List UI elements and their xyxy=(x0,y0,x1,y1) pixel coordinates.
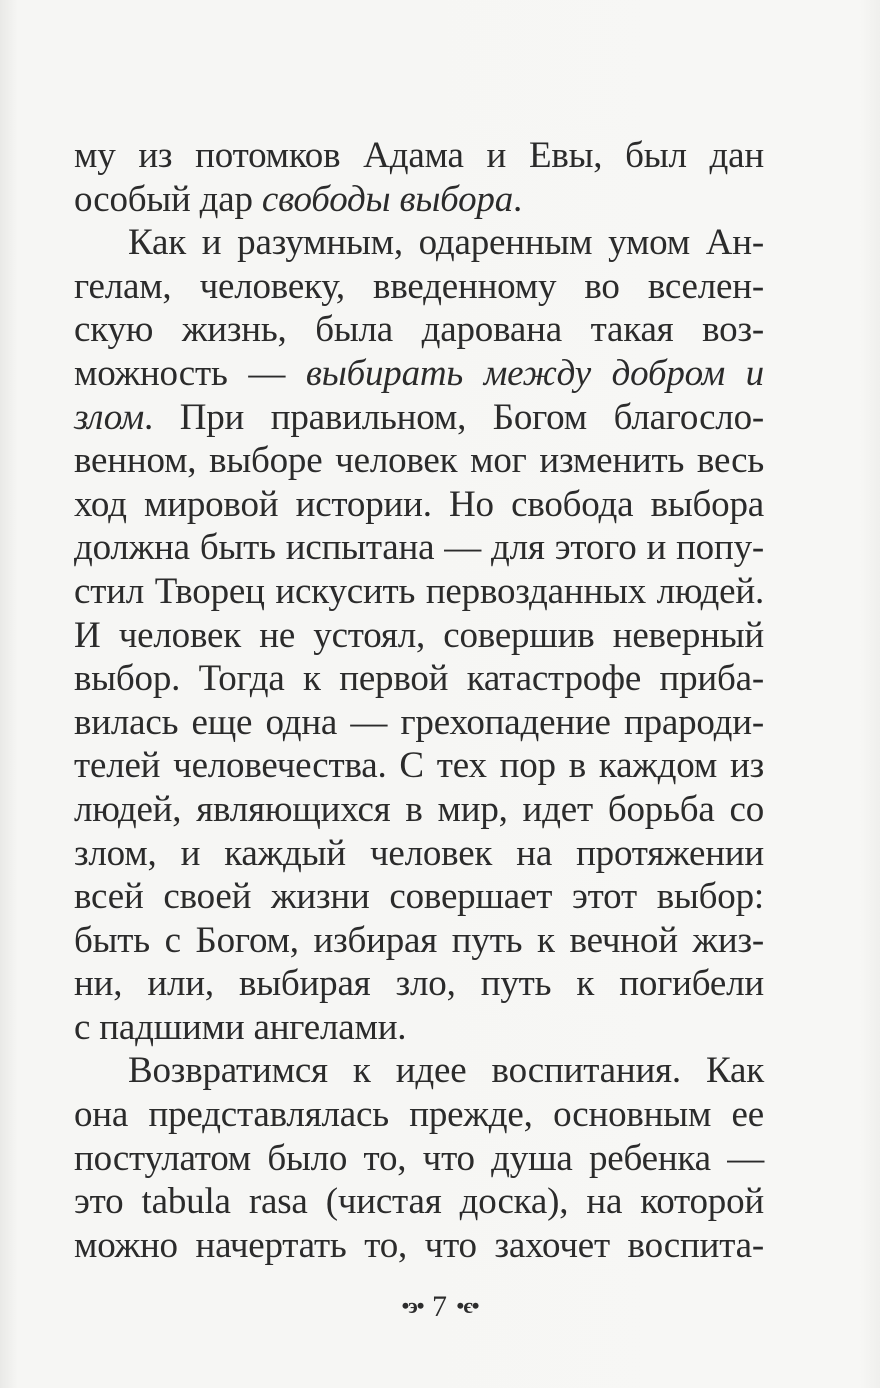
text-line xyxy=(74,1180,764,1224)
text-segment: с падшими ангелами. xyxy=(74,1006,407,1048)
text-line xyxy=(74,962,764,1006)
text-line xyxy=(74,483,764,527)
text-segment: быть с Богом, избирая путь к вечной жиз- xyxy=(74,919,764,961)
text-line xyxy=(74,1006,764,1050)
text-line xyxy=(74,875,764,919)
ornament-left-icon: •э• xyxy=(401,1293,424,1318)
text-segment: вилась еще одна — грехопадение прароди- xyxy=(74,701,764,743)
text-segment: ход мировой истории. Но свобода выбора xyxy=(74,483,764,525)
text-segment: особый дар xyxy=(74,178,262,220)
text-segment: всей своей жизни совершает этот выбор: xyxy=(74,876,764,918)
text-line xyxy=(74,614,764,658)
italic-text: выбирать между добром и xyxy=(305,352,764,394)
text-segment: выбор. Тогда к первой катастрофе приба- xyxy=(74,658,764,700)
text-line xyxy=(74,265,764,309)
text-segment: гелам, человеку, введенному во вселен- xyxy=(74,265,764,307)
text-segment: стил Творец искусить первозданных людей. xyxy=(74,570,764,612)
text-line xyxy=(74,308,764,352)
page-number: 7 xyxy=(432,1290,448,1323)
text-line xyxy=(74,832,764,876)
body-text xyxy=(74,134,764,1267)
text-segment: И человек не устоял, совершив неверный xyxy=(74,614,764,656)
text-segment: ни, или, выбирая зло, путь к погибели xyxy=(74,963,764,1005)
text-line xyxy=(74,1137,764,1181)
text-segment: Как и разумным, одаренным умом Ан- xyxy=(128,222,764,264)
text-segment: венном, выборе человек мог изменить весь xyxy=(74,440,764,482)
text-line xyxy=(74,178,764,222)
text-segment: злом, и каждый человек на протяжении xyxy=(74,832,764,874)
text-line xyxy=(74,134,764,178)
text-segment: людей, являющихся в мир, идет борьба со xyxy=(74,788,764,830)
ornament-right-icon: •є• xyxy=(456,1293,479,1318)
text-segment: постулатом было то, что душа ребенка — xyxy=(74,1137,764,1179)
text-line xyxy=(74,744,764,788)
page-footer xyxy=(0,1290,880,1324)
text-line xyxy=(74,526,764,570)
text-segment: это tabula rasa (чистая доска), на которой xyxy=(74,1181,764,1223)
text-line xyxy=(74,570,764,614)
text-line xyxy=(74,221,764,265)
text-line xyxy=(74,439,764,483)
text-segment: должна быть испытана — для этого и попу- xyxy=(74,527,764,569)
text-line xyxy=(74,701,764,745)
text-line xyxy=(74,788,764,832)
text-segment: . При правильном, Богом благосло- xyxy=(144,396,764,438)
text-line xyxy=(74,396,764,440)
text-segment: телей человечества. С тех пор в каждом из xyxy=(74,745,764,787)
text-line xyxy=(74,919,764,963)
text-segment: . xyxy=(513,178,523,220)
italic-text: свободы выбора xyxy=(261,178,513,220)
text-segment: можно начертать то, что захочет воспита- xyxy=(74,1224,764,1266)
text-line xyxy=(74,1093,764,1137)
text-segment: можность — xyxy=(74,352,306,394)
italic-text: злом xyxy=(74,396,145,438)
text-segment: Возвратимся к идее воспитания. Как xyxy=(128,1050,764,1092)
text-segment: она представлялась прежде, основным ее xyxy=(74,1094,764,1136)
text-line xyxy=(74,1049,764,1093)
text-line xyxy=(74,1224,764,1268)
text-line xyxy=(74,657,764,701)
text-line xyxy=(74,352,764,396)
text-segment: му из потомков Адама и Евы, был дан xyxy=(74,135,764,176)
text-segment: скую жизнь, была дарована такая воз- xyxy=(74,309,764,351)
